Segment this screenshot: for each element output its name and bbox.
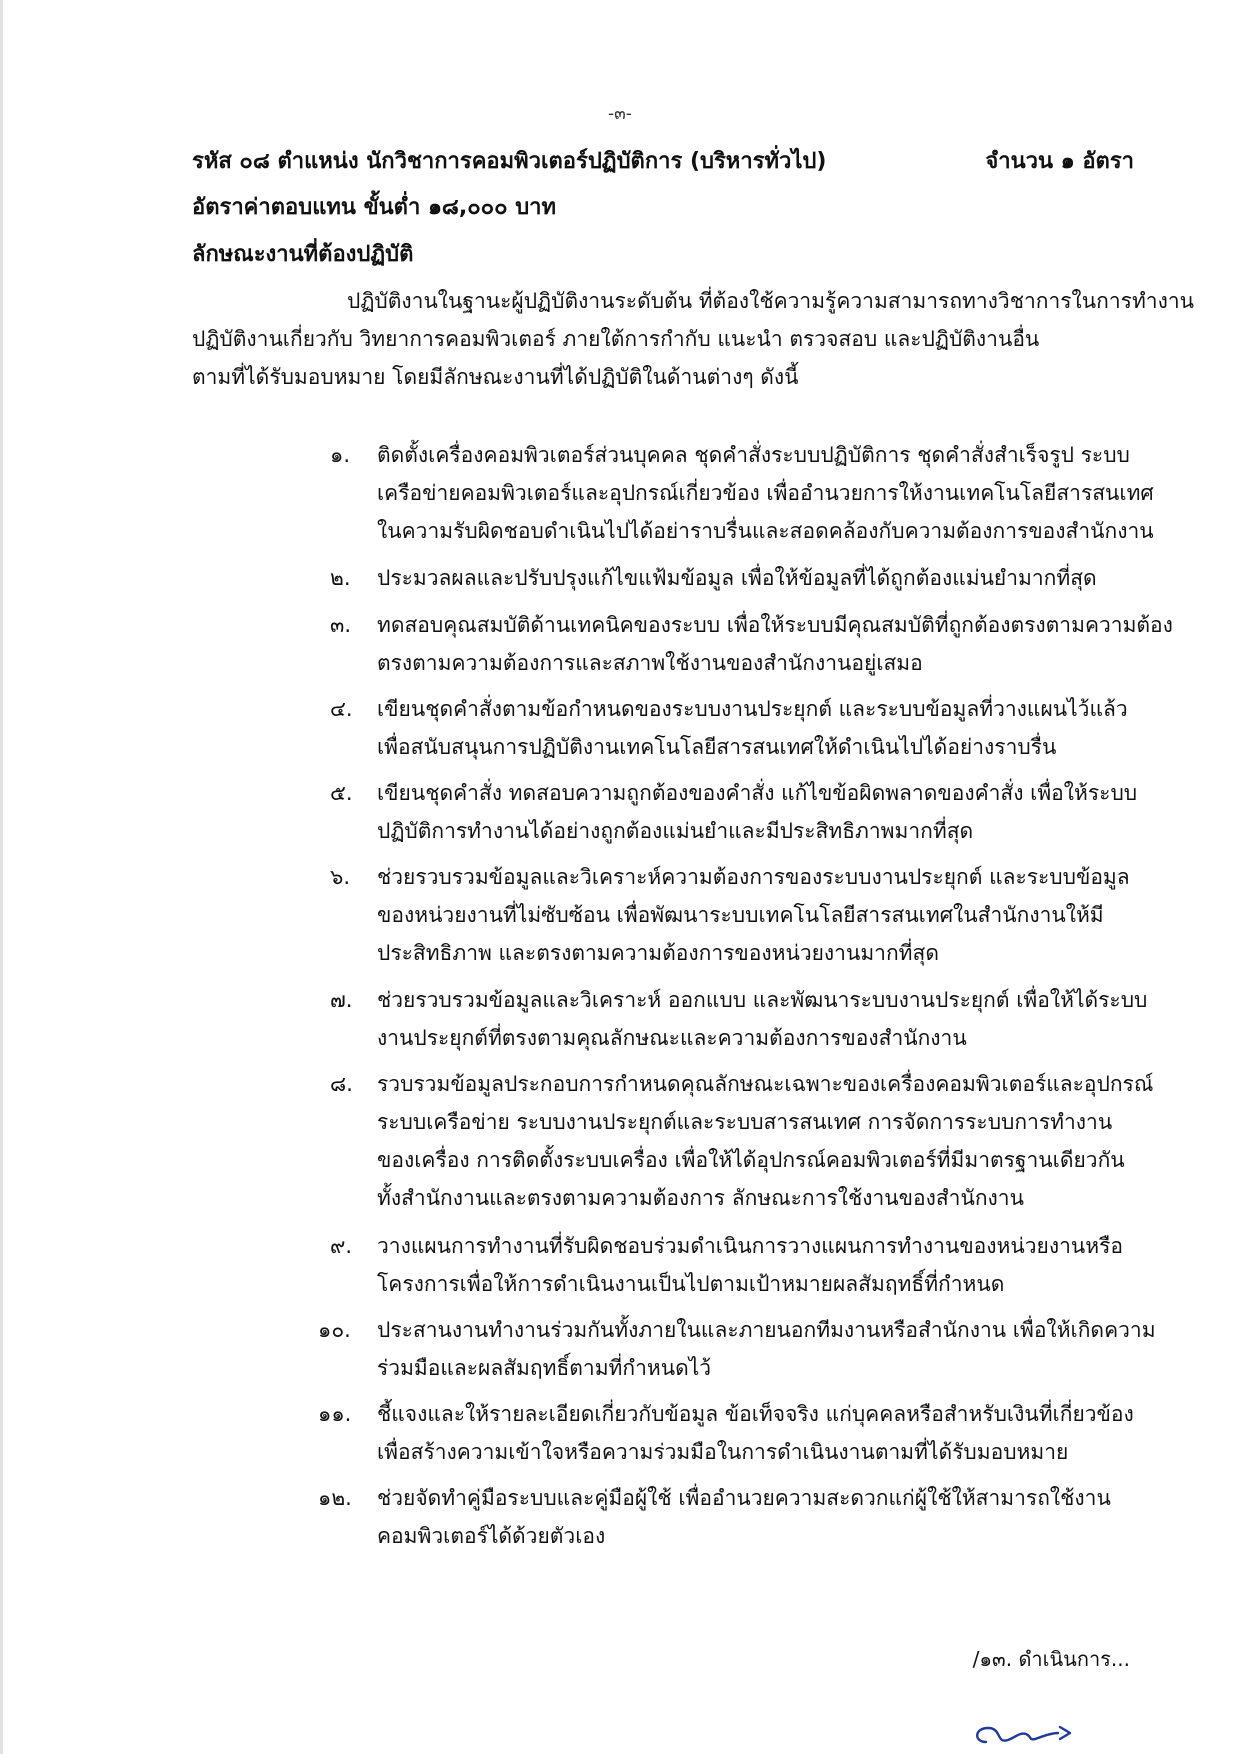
duty-line: เพื่อสนับสนุนการปฏิบัติงานเทคโนโลยีสารสนเทศให้ดำเนินไปได้อย่างราบรื่น <box>377 735 1057 759</box>
duty-number: ๘. <box>330 1072 353 1096</box>
duty-number: ๓. <box>330 613 352 637</box>
duty-number: ๑๑. <box>318 1402 352 1426</box>
duty-item <box>330 774 1160 850</box>
duty-number: ๒. <box>330 566 351 590</box>
duty-line: เขียนชุดคำสั่งตามข้อกำหนดของระบบงานประยุกต์ และระบบข้อมูลที่วางแผนไว้แล้ว <box>377 697 1128 721</box>
duty-line: ชี้แจงและให้รายละเอียดเกี่ยวกับข้อมูล ข้อเท็จจริง แก่บุคคลหรือสำหรับเงินที่เกี่ยวข้อง <box>377 1402 1134 1426</box>
duty-item <box>318 1395 1160 1471</box>
duty-line: ช่วยรวบรวมข้อมูลและวิเคราะห์ ออกแบบ และพัฒนาระบบงานประยุกต์ เพื่อให้ได้ระบบ <box>377 988 1148 1012</box>
duty-line: ช่วยจัดทำคู่มือระบบและคู่มือผู้ใช้ เพื่ออำนวยความสะดวกแก่ผู้ใช้ให้สามารถใช้งาน <box>377 1486 1111 1510</box>
duty-line: ทั้งสำนักงานและตรงตามความต้องการ ลักษณะการใช้งานของสำนักงาน <box>377 1186 1024 1210</box>
duty-item <box>318 1479 1160 1555</box>
page-number: -๓- <box>608 104 632 124</box>
duty-item <box>330 436 1160 550</box>
duty-item <box>318 1311 1160 1387</box>
intro-line: ตามที่ได้รับมอบหมาย โดยมีลักษณะงานที่ได้ปฏิบัติในด้านต่างๆ ดังนี้ <box>192 365 799 389</box>
duty-line: ระบบเครือข่าย ระบบงานประยุกต์และระบบสารสนเทศ การจัดการระบบการทำงาน <box>377 1110 1113 1134</box>
duty-number: ๗. <box>330 988 353 1012</box>
duty-number: ๑๒. <box>318 1486 352 1510</box>
duty-item <box>330 606 1173 682</box>
duty-number: ๖. <box>330 865 351 889</box>
duty-line: ปฏิบัติการทำงานได้อย่างถูกต้องแม่นยำและมีประสิทธิภาพมากที่สุด <box>377 819 974 843</box>
duty-number: ๕. <box>330 781 353 805</box>
duty-line: วางแผนการทำงานที่รับผิดชอบร่วมดำเนินการวางแผนการทำงานของหน่วยงานหรือ <box>377 1234 1123 1258</box>
duty-line: เครือข่ายคอมพิวเตอร์และอุปกรณ์เกี่ยวข้อง เพื่ออำนวยการให้งานเทคโนโลยีสารสนเทศ <box>377 481 1154 505</box>
duty-line: ช่วยรวบรวมข้อมูลและวิเคราะห์ความต้องการของระบบงานประยุกต์ และระบบข้อมูล <box>377 865 1130 889</box>
duty-item <box>330 981 1160 1057</box>
duty-line: ร่วมมือและผลสัมฤทธิ์ตามที่กำหนดไว้ <box>377 1356 712 1380</box>
quota-heading: จำนวน ๑ อัตรา <box>985 149 1134 174</box>
duty-line: งานประยุกต์ที่ตรงตามคุณลักษณะและความต้องการของสำนักงาน <box>377 1026 967 1050</box>
duty-item <box>330 559 1160 597</box>
duty-item <box>330 858 1160 972</box>
duty-line: ติดตั้งเครื่องคอมพิวเตอร์ส่วนบุคคล ชุดคำสั่งระบบปฏิบัติการ ชุดคำสั่งสำเร็จรูป ระบบ <box>377 443 1130 467</box>
duty-line: ของหน่วยงานที่ไม่ซับซ้อน เพื่อพัฒนาระบบเทคโนโลยีสารสนเทศในสำนักงานให้มี <box>377 903 1104 927</box>
duty-line: โครงการเพื่อให้การดำเนินงานเป็นไปตามเป้าหมายผลสัมฤทธิ์ที่กำหนด <box>377 1272 1005 1296</box>
duty-line: ทดสอบคุณสมบัติด้านเทคนิคของระบบ เพื่อให้ระบบมีคุณสมบัติที่ถูกต้องตรงตามความต้อง <box>377 613 1173 637</box>
duty-line: ประสิทธิภาพ และตรงตามความต้องการของหน่วยงานมากที่สุด <box>377 941 939 965</box>
duty-line: ของเครื่อง การติดตั้งระบบเครื่อง เพื่อให้ได้อุปกรณ์คอมพิวเตอร์ที่มีมาตรฐานเดียวกัน <box>377 1148 1125 1172</box>
duty-item <box>330 1065 1160 1217</box>
intro-line: ปฏิบัติงานในฐานะผู้ปฏิบัติงานระดับต้น ที่ต้องใช้ความรู้ความสามารถทางวิชาการในการทำงาน <box>347 289 1194 313</box>
duty-line: ตรงตามความต้องการและสภาพใช้งานของสำนักงานอยู่เสมอ <box>377 651 923 675</box>
duty-line: ประสานงานทำงานร่วมกันทั้งภายในและภายนอกทีมงานหรือสำนักงาน เพื่อให้เกิดความ <box>377 1318 1156 1342</box>
duty-line: รวบรวมข้อมูลประกอบการกำหนดคุณลักษณะเฉพาะของเครื่องคอมพิวเตอร์และอุปกรณ์ <box>377 1072 1154 1096</box>
duty-line: ประมวลผลและปรับปรุงแก้ไขแฟ้มข้อมูล เพื่อให้ข้อมูลที่ได้ถูกต้องแม่นยำมากที่สุด <box>377 566 1097 590</box>
duty-number: ๑๐. <box>318 1318 351 1342</box>
salary-heading: อัตราค่าตอบแทน ขั้นต่ำ ๑๘,๐๐๐ บาท <box>192 195 557 220</box>
duty-item <box>330 1227 1160 1303</box>
continuation-note: /๑๓. ดำเนินการ... <box>972 1647 1130 1671</box>
intro-paragraph <box>192 282 1194 396</box>
duty-item <box>330 690 1160 766</box>
signature <box>968 1716 1088 1752</box>
duty-line: ในความรับผิดชอบดำเนินไปได้อย่าราบรื่นและสอดคล้องกับความต้องการของสำนักงาน <box>377 519 1154 543</box>
duty-number: ๔. <box>330 697 353 721</box>
duty-line: คอมพิวเตอร์ได้ด้วยตัวเอง <box>377 1524 606 1548</box>
duty-line: เพื่อสร้างความเข้าใจหรือความร่วมมือในการดำเนินงานตามที่ได้รับมอบหมาย <box>377 1440 1069 1464</box>
section-heading: ลักษณะงานที่ต้องปฏิบัติ <box>192 242 414 267</box>
duty-number: ๑. <box>330 443 351 467</box>
scan-edge <box>0 0 3 1754</box>
intro-line: ปฏิบัติงานเกี่ยวกับ วิทยาการคอมพิวเตอร์ ภายใต้การกำกับ แนะนำ ตรวจสอบ และปฏิบัติงานอื่น <box>192 327 1040 351</box>
duty-number: ๙. <box>330 1234 353 1258</box>
duty-line: เขียนชุดคำสั่ง ทดสอบความถูกต้องของคำสั่ง แก้ไขข้อผิดพลาดของคำสั่ง เพื่อให้ระบบ <box>377 781 1138 805</box>
position-heading: รหัส ๐๘ ตำแหน่ง นักวิชาการคอมพิวเตอร์ปฏิบัติการ (บริหารทั่วไป) <box>192 149 827 174</box>
